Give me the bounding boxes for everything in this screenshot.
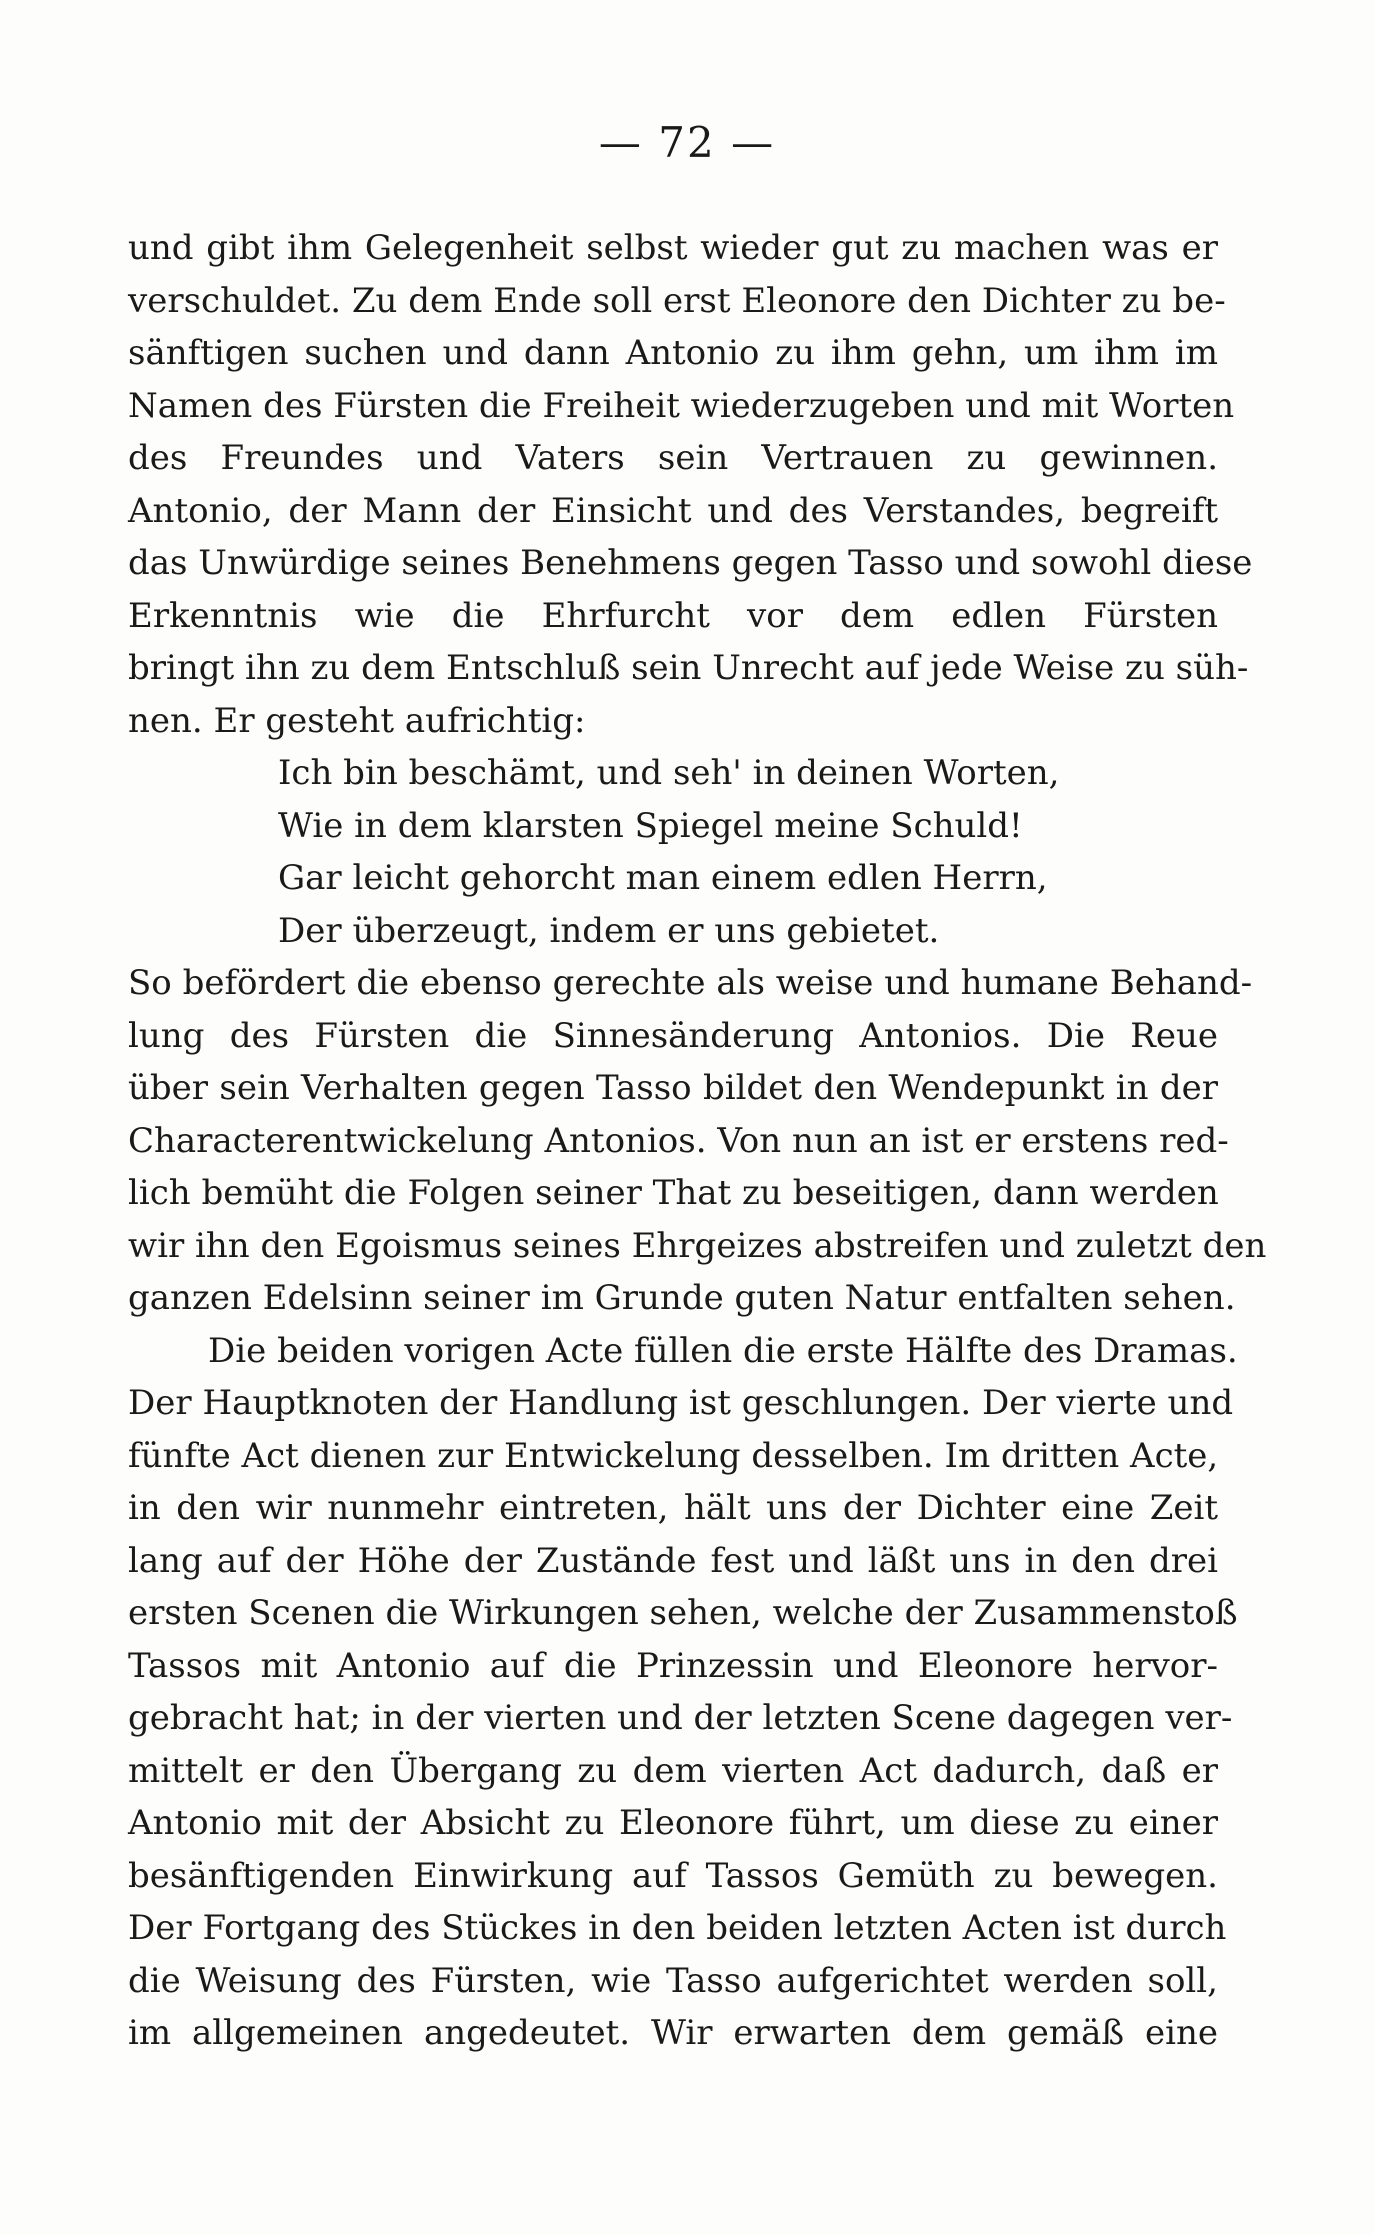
body-text — [128, 222, 1267, 2060]
text-line: Der Fortgang des Stückes in den beiden letzten Acten ist durch — [128, 1908, 1227, 1948]
text-line: Antonio, der Mann der Einsicht und des Verstandes, begreift — [128, 490, 1218, 531]
page-number: — 72 — — [598, 118, 776, 167]
text-line: Antonio mit der Absicht zu Eleonore führt, um diese zu einer — [128, 1803, 1218, 1843]
text-line: besänftigenden Einwirkung auf Tassos Gemüth zu bewegen. — [128, 1855, 1218, 1896]
text-line: Tassos mit Antonio auf die Prinzessin und Eleonore hervor- — [128, 1645, 1218, 1686]
text-line: lich bemüht die Folgen seiner That zu beseitigen, dann werden — [128, 1173, 1219, 1213]
text-line: wir ihn den Egoismus seines Ehrgeizes abstreifen und zuletzt den — [128, 1225, 1267, 1266]
text-line: Die beiden vorigen Acte füllen die erste Hälfte des Dramas. — [208, 1330, 1238, 1371]
text-line: ganzen Edelsinn seiner im Grunde guten Natur entfalten sehen. — [128, 1278, 1236, 1318]
text-line: die Weisung des Fürsten, wie Tasso aufgerichtet werden soll, — [128, 1960, 1218, 2001]
text-line: So befördert die ebenso gerechte als weise und humane Behand- — [128, 963, 1253, 1003]
text-line: nen. Er gesteht aufrichtig: — [128, 700, 586, 741]
text-line: Characterentwickelung Antonios. Von nun an ist er erstens red- — [128, 1120, 1229, 1161]
verse-line: Der überzeugt, indem er uns gebietet. — [278, 910, 940, 951]
text-line: in den wir nunmehr eintreten, hält uns der Dichter eine Zeit — [128, 1488, 1218, 1528]
verse-line: Gar leicht gehorcht man einem edlen Herrn, — [278, 858, 1048, 898]
text-line: Der Hauptknoten der Handlung ist geschlungen. Der vierte und — [128, 1383, 1234, 1423]
text-line: über sein Verhalten gegen Tasso bildet den Wendepunkt in der — [128, 1068, 1218, 1108]
text-line: und gibt ihm Gelegenheit selbst wieder gut zu machen was er — [128, 228, 1218, 268]
text-line: lang auf der Höhe der Zustände fest und läßt uns in den drei — [128, 1540, 1218, 1581]
text-line: lung des Fürsten die Sinnesänderung Antonios. Die Reue — [128, 1015, 1218, 1056]
text-line: Erkenntnis wie die Ehrfurcht vor dem edlen Fürsten — [128, 595, 1218, 636]
text-line: im allgemeinen angedeutet. Wir erwarten dem gemäß eine — [128, 2013, 1218, 2053]
text-line: fünfte Act dienen zur Entwickelung desselben. Im dritten Acte, — [128, 1435, 1219, 1476]
text-line: gebracht hat; in der vierten und der letzten Scene dagegen ver- — [128, 1698, 1233, 1738]
text-line: sänftigen suchen und dann Antonio zu ihm gehn, um ihm im — [128, 333, 1218, 373]
verse-line: Wie in dem klarsten Spiegel meine Schuld! — [278, 805, 1023, 846]
text-line: bringt ihn zu dem Entschluß sein Unrecht auf jede Weise zu süh- — [128, 648, 1249, 688]
text-line: des Freundes und Vaters sein Vertrauen zu gewinnen. — [128, 438, 1218, 478]
verse-line: Ich bin beschämt, und seh' in deinen Worten, — [278, 753, 1060, 793]
text-line: mittelt er den Übergang zu dem vierten Act dadurch, daß er — [128, 1750, 1218, 1791]
text-line: verschuldet. Zu dem Ende soll erst Eleonore den Dichter zu be- — [128, 280, 1226, 321]
text-line: das Unwürdige seines Benehmens gegen Tasso und sowohl diese — [128, 543, 1253, 583]
text-line: Namen des Fürsten die Freiheit wiederzugeben und mit Worten — [128, 385, 1235, 426]
text-line: ersten Scenen die Wirkungen sehen, welche der Zusammenstoß — [128, 1593, 1238, 1633]
